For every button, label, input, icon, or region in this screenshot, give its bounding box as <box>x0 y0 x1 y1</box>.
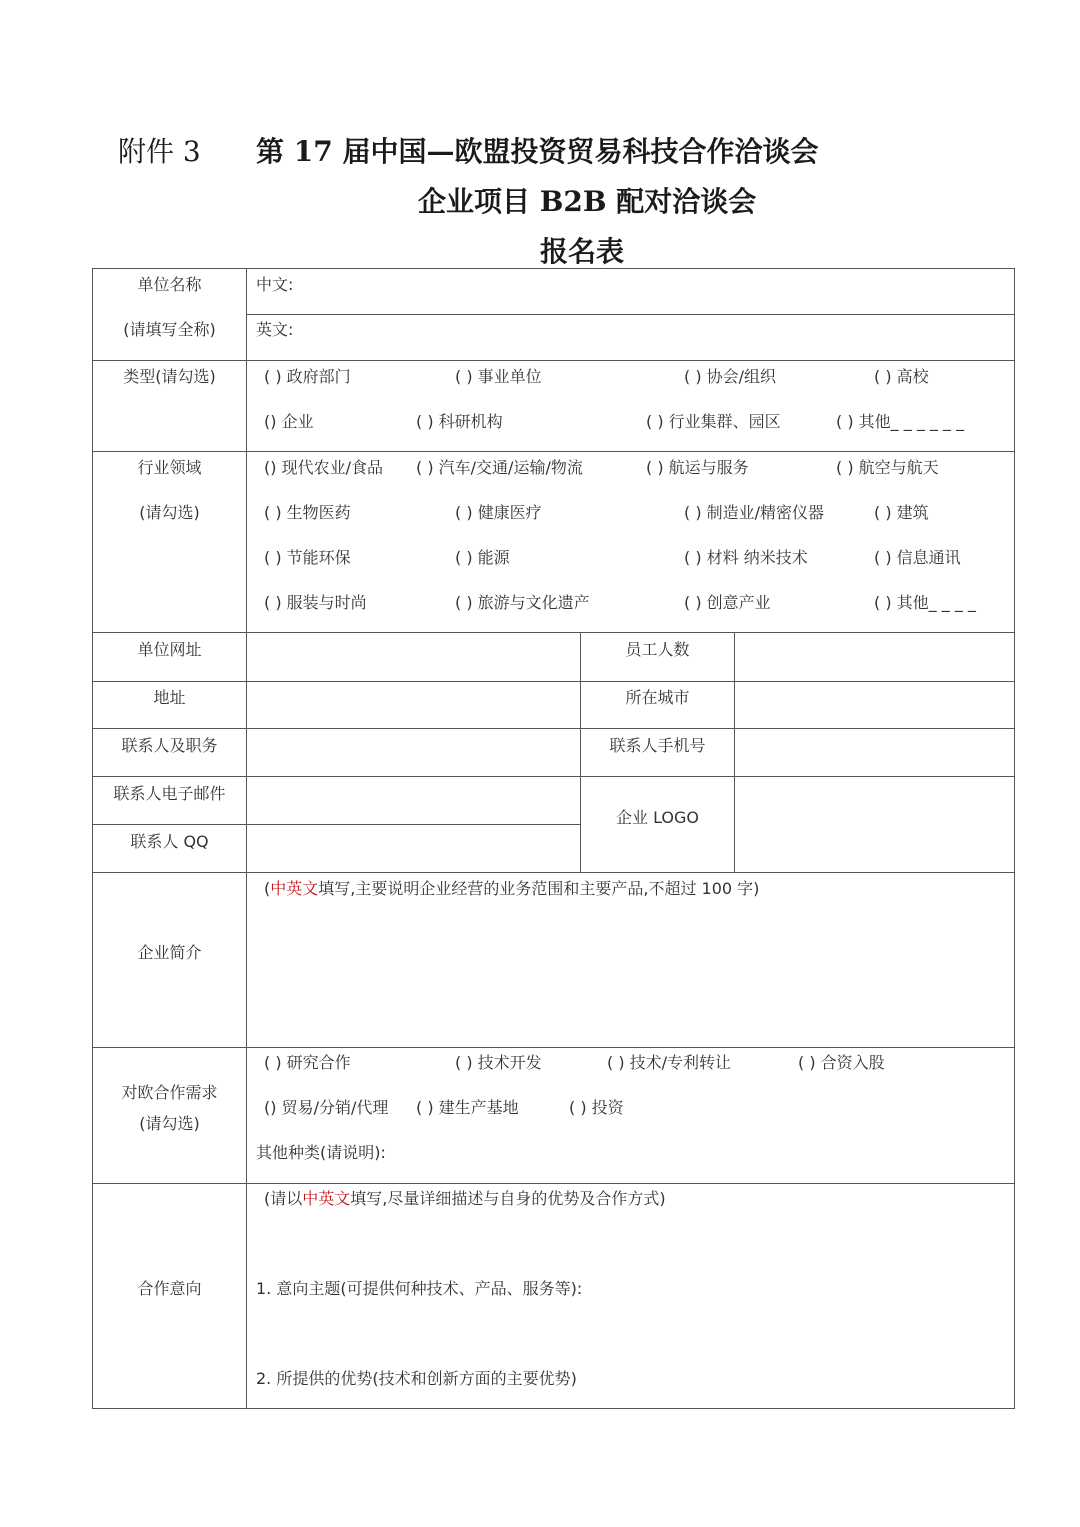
email-label: 联系人电子邮件 <box>113 784 226 803</box>
intention-label: 合作意向 <box>137 1279 202 1298</box>
border-right <box>1014 268 1015 1409</box>
type-label: 类型(请勾选) <box>123 367 216 386</box>
industry-option[interactable]: ( ) 能源 <box>455 548 510 567</box>
row-line <box>246 314 1015 315</box>
industry-option[interactable]: () 现代农业/食品 <box>264 458 383 477</box>
form-title: 报名表 <box>540 235 625 268</box>
city-label: 所在城市 <box>625 688 690 707</box>
demand-option[interactable]: ( ) 技术/专利转让 <box>607 1053 732 1072</box>
type-option[interactable]: ( ) 科研机构 <box>416 412 503 431</box>
qq-label: 联系人 QQ <box>130 832 209 851</box>
industry-option[interactable]: ( ) 服装与时尚 <box>264 593 367 612</box>
row-line <box>92 681 1015 682</box>
org-name-hint: (请填写全称) <box>123 320 216 339</box>
intention-item-1[interactable]: 1. 意向主题(可提供何种技术、产品、服务等): <box>256 1279 583 1298</box>
row-line <box>92 872 1015 873</box>
demand-option[interactable]: ( ) 合资入股 <box>798 1053 885 1072</box>
label-column-divider <box>246 268 247 1409</box>
industry-option[interactable]: ( ) 信息通讯 <box>874 548 961 567</box>
page-subtitle: 企业项目 B2B 配对洽谈会 <box>418 185 757 218</box>
industry-option[interactable]: ( ) 其他_ _ _ _ <box>874 593 976 612</box>
industry-option[interactable]: ( ) 材料 纳米技术 <box>684 548 808 567</box>
demand-option[interactable]: ( ) 技术开发 <box>455 1053 542 1072</box>
row-line <box>92 1408 1015 1409</box>
industry-option[interactable]: ( ) 航空与航天 <box>836 458 939 477</box>
industry-option[interactable]: ( ) 汽车/交通/运输/物流 <box>416 458 583 477</box>
demand-hint: (请勾选) <box>139 1114 200 1133</box>
row-line <box>92 632 1015 633</box>
demand-other-field[interactable]: 其他种类(请说明): <box>256 1143 386 1162</box>
industry-option[interactable]: ( ) 生物医药 <box>264 503 351 522</box>
org-name-cn-field[interactable]: 中文: <box>256 275 294 294</box>
intro-label: 企业简介 <box>137 943 202 962</box>
type-option[interactable]: ( ) 事业单位 <box>455 367 542 386</box>
industry-option[interactable]: ( ) 节能环保 <box>264 548 351 567</box>
org-name-label: 单位名称 <box>137 275 202 294</box>
intention-item-2[interactable]: 2. 所提供的优势(技术和创新方面的主要优势) <box>256 1369 577 1388</box>
right-column-divider <box>734 632 735 872</box>
demand-option[interactable]: ( ) 研究合作 <box>264 1053 351 1072</box>
type-option[interactable]: () 企业 <box>264 412 314 431</box>
website-label: 单位网址 <box>137 640 202 659</box>
intro-hint: (中英文填写,主要说明企业经营的业务范围和主要产品,不超过 100 字) <box>264 879 760 898</box>
row-line <box>92 776 1015 777</box>
industry-hint: (请勾选) <box>139 503 200 522</box>
type-option[interactable]: ( ) 高校 <box>874 367 929 386</box>
demand-option[interactable]: ( ) 投资 <box>569 1098 624 1117</box>
intention-hint: (请以中英文填写,尽量详细描述与自身的优势及合作方式) <box>264 1189 666 1208</box>
row-line <box>92 728 1015 729</box>
industry-label: 行业领域 <box>137 458 202 477</box>
industry-option[interactable]: ( ) 健康医疗 <box>455 503 542 522</box>
demand-option[interactable]: () 贸易/分销/代理 <box>264 1098 389 1117</box>
industry-option[interactable]: ( ) 制造业/精密仪器 <box>684 503 825 522</box>
row-line <box>92 824 581 825</box>
type-option[interactable]: ( ) 协会/组织 <box>684 367 777 386</box>
row-line <box>92 268 1015 269</box>
staff-count-label: 员工人数 <box>625 640 690 659</box>
row-line <box>92 1047 1015 1048</box>
row-line <box>92 451 1015 452</box>
industry-option[interactable]: ( ) 建筑 <box>874 503 929 522</box>
demand-label: 对欧合作需求 <box>121 1083 218 1102</box>
industry-option[interactable]: ( ) 创意产业 <box>684 593 771 612</box>
attachment-label: 附件 3 <box>118 135 201 168</box>
logo-label: 企业 LOGO <box>615 808 700 827</box>
contact-label: 联系人及职务 <box>121 736 218 755</box>
page-title: 第 17 届中国—欧盟投资贸易科技合作洽谈会 <box>256 135 819 168</box>
row-line <box>92 1183 1015 1184</box>
industry-option[interactable]: ( ) 旅游与文化遗产 <box>455 593 590 612</box>
type-option[interactable]: ( ) 其他_ _ _ _ _ _ <box>836 412 965 431</box>
demand-option[interactable]: ( ) 建生产基地 <box>416 1098 519 1117</box>
row-line <box>92 360 1015 361</box>
type-option[interactable]: ( ) 政府部门 <box>264 367 351 386</box>
address-label: 地址 <box>153 688 186 707</box>
mobile-label: 联系人手机号 <box>609 736 706 755</box>
industry-option[interactable]: ( ) 航运与服务 <box>646 458 749 477</box>
type-option[interactable]: ( ) 行业集群、园区 <box>646 412 781 431</box>
org-name-en-field[interactable]: 英文: <box>256 320 294 339</box>
